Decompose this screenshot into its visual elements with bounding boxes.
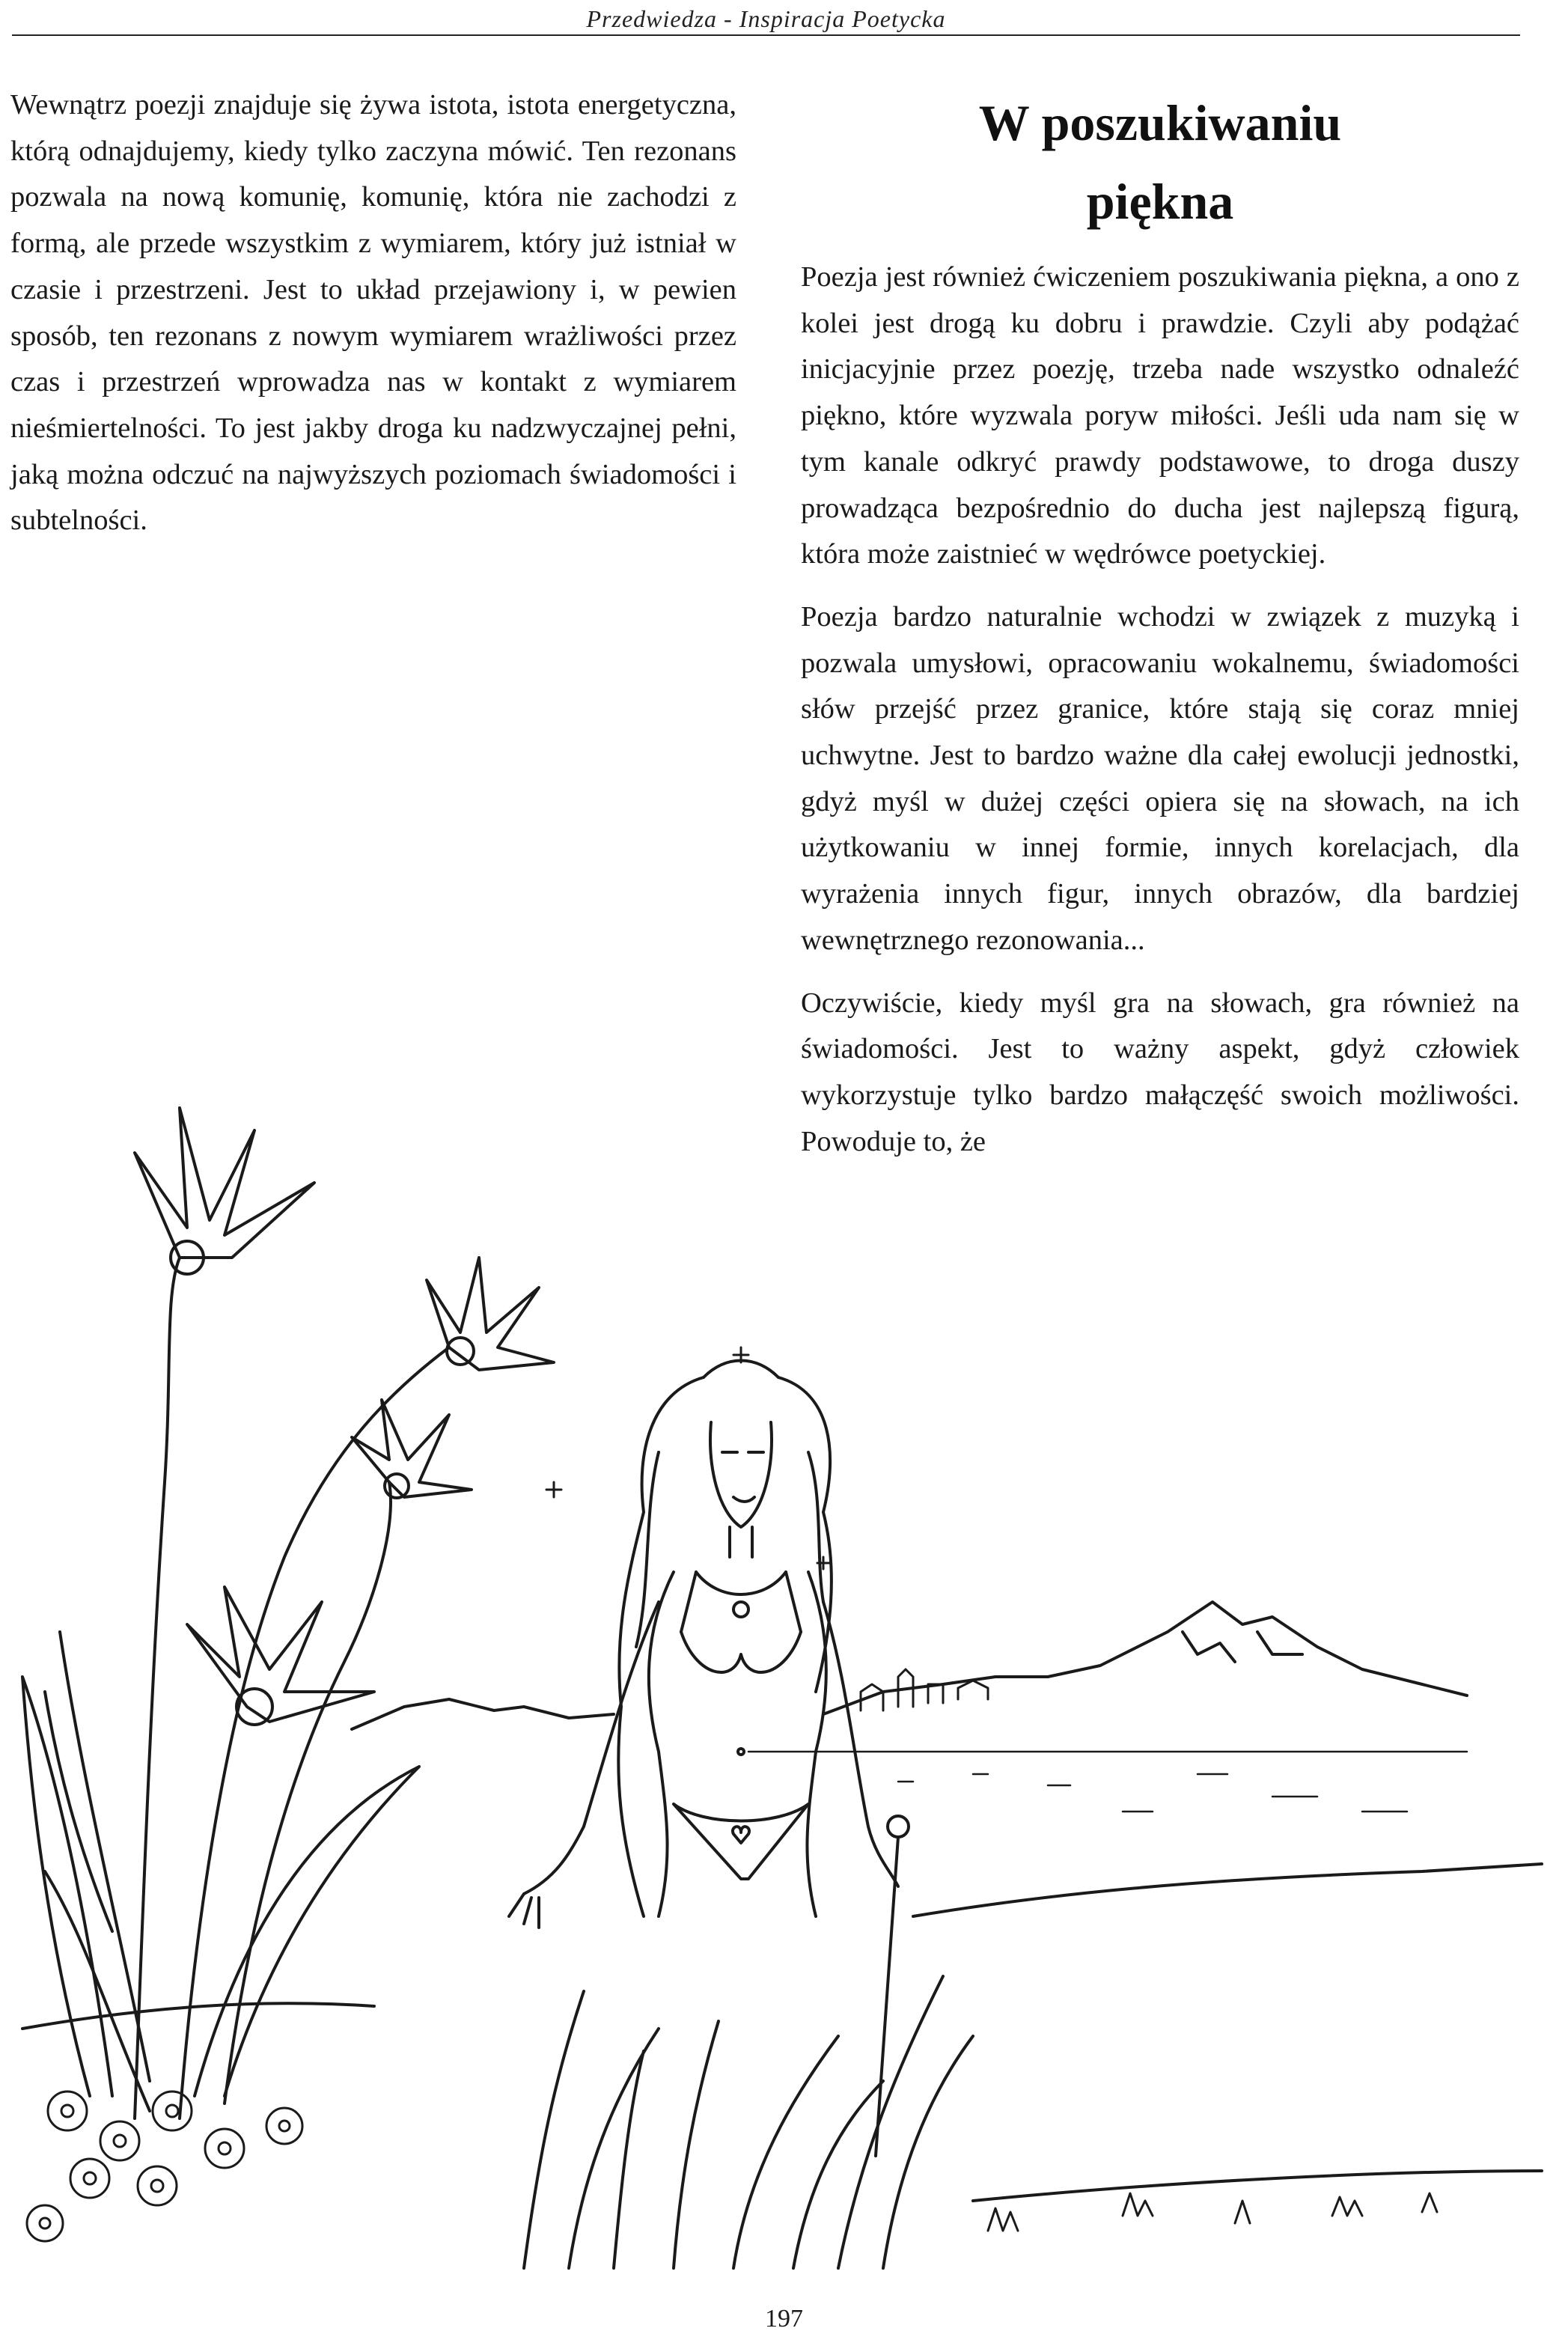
grass-tufts xyxy=(988,2193,1437,2231)
woman-by-lake-line-drawing-icon xyxy=(0,1033,1568,2306)
flower-cluster xyxy=(27,2091,302,2241)
left-paragraph: Wewnątrz poezji znajduje się żywa istota, istota energetyczna, którą odnajdujemy, kiedy tylko zaczyna mówić. Ten rezonans pozwala na nową komunię, komunię, która nie zachodzi z formą, ale przede wszystkim z wymiarem, który już istniał w czasie i przestrzeni. Jest to układ przejawiony i, w pewien sposób, ten rezonans z nowym wymiarem wrażliwości przez czas i przestrzeń wprowadza nas w kontakt z wymiarem nieśmiertelności. To jest jakby droga ku nadzwyczajnej pełni, jaką można odczuć na najwyższych poziomach świadomości i subtelności. xyxy=(10,89,736,537)
distant-town xyxy=(861,1669,988,1710)
shoreline xyxy=(22,1864,1542,2201)
flower-stems xyxy=(45,1258,449,2118)
left-column xyxy=(10,82,736,544)
running-header: Przedwiedza - Inspiracja Poetycka xyxy=(586,5,946,32)
section-title-line1: W poszukiwaniu xyxy=(978,94,1342,151)
header-rule xyxy=(12,34,1520,36)
foreground-grass xyxy=(524,1816,973,2268)
star-flower-mid xyxy=(352,1400,472,1498)
right-paragraph-3: Oczywiście, kiedy myśl gra na słowach, gra również na świadomości. Jest to ważny aspekt, gdyż człowiek wykorzystuje tylko bardzo małączęść swoich możliwości. Powoduje to, że xyxy=(801,987,1519,1157)
star-flower-top xyxy=(135,1108,314,1274)
long-leaves xyxy=(22,1677,419,2111)
page-number: 197 xyxy=(765,2305,803,2333)
star-flower-right xyxy=(427,1258,554,1370)
section-title xyxy=(801,84,1519,241)
woman-figure xyxy=(509,1361,898,1928)
right-paragraph-2: Poezja bardzo naturalnie wchodzi w związek z muzyką i pozwala umysłowi, opracowaniu wokalnemu, świadomości słów przejść przez granice, które stają się coraz mniej uchwytne. Jest to bardzo ważne dla całej ewolucji jednostki, gdyż myśl w dużej części opiera się na słowach, na ich użytkowaniu w innej formie, innych korelacjach, dla wyrażenia innych figur, innych obrazów, dla bardziej wewnętrznego rezonowania... xyxy=(801,600,1519,956)
right-paragraph-1: Poezja jest również ćwiczeniem poszukiwania piękna, a ono z kolei jest drogą ku dobru i prawdzie. Czyli aby podążać inicjacyjnie przez poezję, trzeba nade wszystko odnaleźć piękno, które wyzwala poryw miłości. Jeśli uda nam się w tym kanale odkryć prawdy podstawowe, to droga duszy prowadząca bezpośrednio do ducha jest najlepszą figurą, która może zaistnieć w wędrówce poetyckiej. xyxy=(801,261,1519,570)
mountain-range xyxy=(352,1602,1467,1729)
section-title-line2: piękna xyxy=(1086,173,1234,230)
